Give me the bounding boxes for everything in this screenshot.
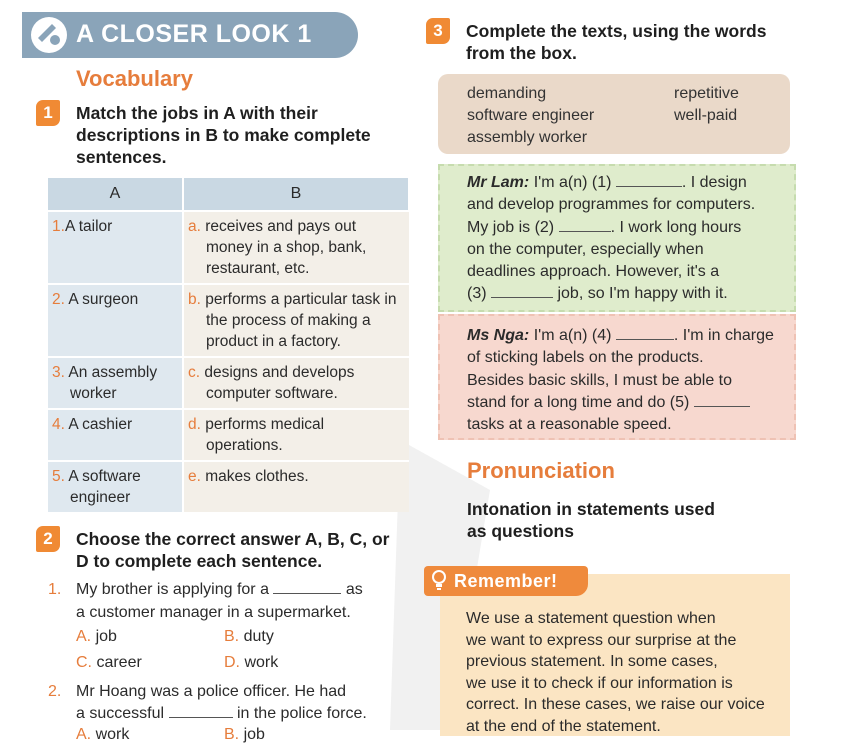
column-a-header: A [48, 178, 183, 211]
table-row: 2. A surgeon b. performs a particular task in the process of making a product in a factory. [48, 284, 409, 357]
answer-blank[interactable] [491, 283, 553, 298]
option-b[interactable]: B. duty [224, 628, 274, 645]
table-row: 5. A software engineer e. makes clothes. [48, 461, 409, 512]
answer-blank[interactable] [694, 392, 750, 407]
word-item: assembly worker [467, 129, 588, 146]
table-row: 1.A tailor a. receives and pays out money in a shop, bank, restaurant, etc. [48, 211, 409, 284]
page-title: A CLOSER LOOK 1 [76, 20, 312, 48]
magnifier-icon [30, 16, 68, 54]
exercise-2-instruction: Choose the correct answer A, B, C, or D to complete each sentence. [76, 529, 390, 571]
option-c[interactable]: C. career [76, 654, 142, 671]
word-item: demanding [467, 85, 547, 102]
question-2: 2. Mr Hoang was a police officer. He had a successful in the police force. [48, 683, 367, 722]
vocabulary-heading: Vocabulary [76, 66, 193, 91]
pronunciation-heading: Pronunciation [467, 458, 615, 483]
option-a[interactable]: A. work [76, 726, 130, 743]
answer-blank[interactable] [169, 703, 233, 718]
word-item: well-paid [674, 107, 738, 124]
word-item: repetitive [674, 85, 739, 102]
exercise-1-instruction: Match the jobs in A with their descriptions in B to make complete sentences. [76, 103, 371, 167]
answer-blank[interactable] [616, 325, 674, 340]
table-row: 4. A cashier d. performs medical operations. [48, 409, 409, 461]
exercise-3-instruction: Complete the texts, using the words from the box. [466, 21, 767, 63]
text-mr-lam: Mr Lam: I'm a(n) (1) . I design and develop programmes for computers. My job is (2) . I work long hours on the computer, especially when deadlines approach. However, it's a (3) job, so I'm happy with it. [467, 174, 756, 303]
column-b-header: B [183, 178, 409, 211]
option-b[interactable]: B. job [224, 726, 265, 743]
exercise-3-badge: 3 [426, 18, 450, 44]
answer-blank[interactable] [273, 579, 341, 594]
exercise-2-badge: 2 [36, 526, 60, 552]
remember-text: We use a statement question when we want to express our surprise at the previous statement. In some cases, we use it to check if our information is correct. In these cases, we raise our voice at the end of the statement. [466, 610, 765, 735]
table-row: 3. An assembly worker c. designs and develops computer software. [48, 357, 409, 409]
exercise-1-badge: 1 [36, 100, 60, 126]
question-1: 1. My brother is applying for a as a customer manager in a supermarket. [48, 581, 363, 621]
word-item: software engineer [467, 107, 595, 124]
option-a[interactable]: A. job [76, 628, 117, 645]
text-ms-nga: Ms Nga: I'm a(n) (4) . I'm in charge of sticking labels on the products. Besides basic skills, I must be able to stand for a long time and do (5) tasks at a reasonable speed. [467, 327, 774, 434]
pronunciation-subheading: Intonation in statements used as questions [467, 499, 715, 541]
lightbulb-icon [430, 569, 448, 591]
answer-blank[interactable] [559, 217, 611, 232]
option-d[interactable]: D. work [224, 654, 279, 671]
remember-label: Remember! [454, 571, 558, 591]
matching-table [48, 178, 410, 512]
answer-blank[interactable] [616, 172, 682, 187]
